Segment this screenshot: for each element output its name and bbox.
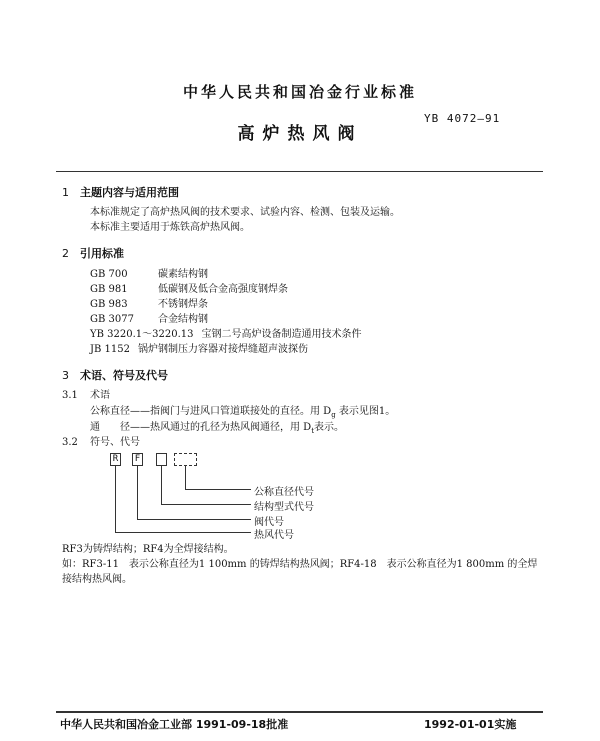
- term-nominal-diameter-end: 表示见图1。: [335, 406, 396, 417]
- reference-code: YB 3220.1～3220.13: [90, 329, 194, 340]
- reference-code: GB 700: [90, 269, 128, 280]
- code-box-structure: [156, 453, 167, 466]
- label-valve-code: 阀代号: [254, 517, 284, 528]
- reference-item: [90, 283, 288, 297]
- reference-item: [90, 328, 361, 342]
- term-bore-end: 表示。: [314, 422, 345, 433]
- term-nominal-diameter-text: 公称直径——指阀门与进风口管道联接处的直径。用 D: [90, 406, 332, 417]
- footer-approval: 中华人民共和国冶金工业部 1991-09-18批准: [60, 718, 289, 731]
- reference-code: GB 983: [90, 299, 128, 310]
- code-box-diameter: [174, 453, 197, 466]
- section-3-title: 术语、符号及代号: [80, 369, 168, 382]
- subsection-3-1-number: 3.1: [62, 390, 78, 401]
- code-box-f: F: [132, 453, 143, 466]
- term-bore-text: 径——热风通过的孔径为热风阀通径，用 D: [120, 422, 312, 433]
- reference-code: JB 1152: [90, 344, 130, 355]
- reference-code: GB 981: [90, 284, 128, 295]
- reference-name: 锅炉钢制压力容器对接焊缝超声波探伤: [138, 344, 308, 355]
- label-hot-air-code: 热风代号: [254, 530, 294, 541]
- label-structure-type-code: 结构型式代号: [254, 502, 314, 513]
- reference-code: GB 3077: [90, 314, 134, 325]
- bore-diameter-subscript: t: [311, 427, 315, 435]
- footer-effective-date: 1992-01-01实施: [424, 718, 517, 731]
- section-2-number: 2: [62, 247, 69, 260]
- reference-name: 低碳钢及低合金高强度钢焊条: [158, 284, 288, 295]
- header-rule: [56, 171, 543, 172]
- section-1-heading: [62, 184, 179, 200]
- reference-name: 不锈钢焊条: [158, 299, 208, 310]
- leader-line-structure: [161, 466, 162, 504]
- reference-item: [90, 298, 208, 312]
- label-nominal-diameter-code: 公称直径代号: [254, 487, 314, 498]
- standard-code: YB 4072—91: [424, 112, 501, 125]
- leader-line-hot-air: [115, 466, 116, 532]
- leader-line-valve: [137, 466, 138, 519]
- reference-name: 宝钢二号高炉设备制造通用技术条件: [201, 329, 362, 340]
- subsection-3-1-heading: [62, 389, 110, 403]
- section-3-number: 3: [62, 369, 69, 382]
- leader-horizontal-diameter: [185, 489, 251, 490]
- reference-item: [90, 268, 208, 282]
- term-bore-label: 通: [90, 422, 100, 433]
- section-1-paragraph-1: 本标准规定了高炉热风阀的技术要求、试验内容、检测、包装及运输。: [90, 207, 400, 218]
- section-1-title: 主题内容与适用范围: [80, 186, 179, 199]
- reference-name: 合金结构钢: [158, 314, 208, 325]
- subsection-3-1-title: 术语: [90, 390, 110, 401]
- leader-line-diameter: [185, 466, 186, 489]
- leader-horizontal-hot-air: [115, 532, 251, 533]
- subsection-3-2-heading: [62, 436, 140, 450]
- reference-name: 碳素结构钢: [158, 269, 208, 280]
- reference-item: [90, 343, 308, 357]
- note-example-line-1: 如：RF3-11 表示公称直径为1 100mm 的铸焊结构热风阀；RF4-18 表示公称直径为1 800mm 的全焊: [62, 559, 538, 570]
- section-3-heading: [62, 367, 168, 383]
- leader-horizontal-structure: [161, 504, 251, 505]
- reference-item: [90, 313, 208, 327]
- code-box-r: R: [110, 453, 121, 466]
- section-2-heading: [62, 245, 124, 261]
- section-1-number: 1: [62, 186, 69, 199]
- term-nominal-diameter: [90, 405, 395, 422]
- note-example-line-2: 接结构热风阀。: [62, 574, 132, 585]
- subsection-3-2-number: 3.2: [62, 437, 78, 448]
- leader-horizontal-valve: [137, 519, 251, 520]
- section-2-title: 引用标准: [80, 247, 124, 260]
- footer-rule: [56, 711, 543, 713]
- note-structure-types: RF3为铸焊结构；RF4为全焊接结构。: [62, 544, 234, 555]
- section-1-paragraph-2: 本标准主要适用于炼铁高炉热风阀。: [90, 222, 250, 233]
- subsection-3-2-title: 符号、代号: [90, 437, 140, 448]
- standard-title: 中华人民共和国冶金行业标准: [182, 83, 417, 101]
- nominal-diameter-subscript: g: [331, 411, 336, 419]
- document-title: 高炉热风阀: [237, 124, 363, 144]
